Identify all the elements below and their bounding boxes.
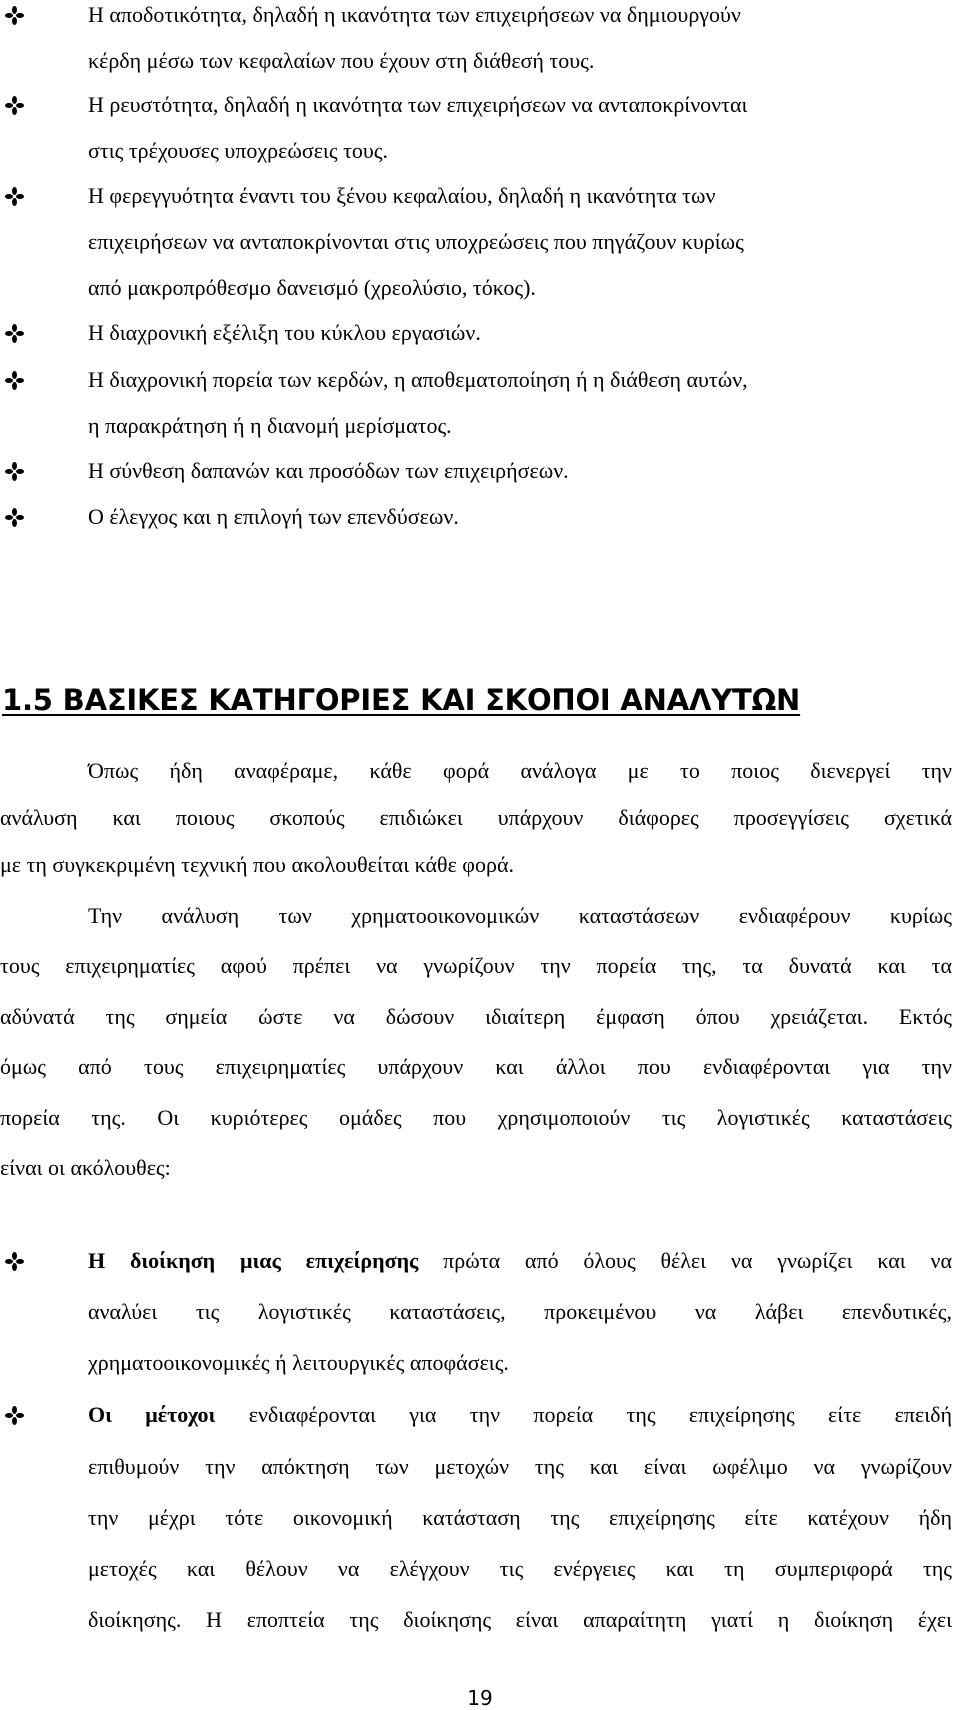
bold-term: Οι μέτοχοι (88, 1402, 216, 1427)
bullet-line: Η διαχρονική πορεία των κερδών, η αποθεματοποίηση ή η διάθεση αυτών, (88, 367, 748, 392)
diamond-bullet-icon (3, 82, 25, 128)
paragraph-line: Την ανάλυση των χρηματοοικονομικών καταστάσεων ενδιαφέρουν κυρίως (88, 903, 952, 928)
bullet-line: στις τρέχουσες υποχρεώσεις τους. (88, 138, 389, 163)
bullet-line: Η αποδοτικότητα, δηλαδή η ικανότητα των επιχειρήσεων να δημιουργούν (88, 2, 741, 27)
bullet-line (88, 1238, 952, 1284)
diamond-bullet-icon (3, 173, 25, 219)
bold-term: Η διοίκηση μιας επιχείρησης (88, 1248, 419, 1273)
diamond-bullet-icon (3, 0, 25, 38)
paragraph-line: με τη συγκεκριμένη τεχνική που ακολουθείται κάθε φορά. (0, 852, 515, 877)
page-number: 19 (467, 1686, 493, 1710)
bullet-line: μετοχές και θέλουν να ελέγχουν τις ενέργειες και τη συμπεριφορά της (88, 1556, 952, 1581)
section-heading: 1.5 ΒΑΣΙΚΕΣ ΚΑΤΗΓΟΡΙΕΣ ΚΑΙ ΣΚΟΠΟΙ ΑΝΑΛΥΤΩΝ (2, 683, 801, 717)
diamond-bullet-icon (3, 1392, 25, 1438)
paragraph-line: αδύνατά της σημεία ώστε να δώσουν ιδιαίτερη έμφαση όπου χρειάζεται. Εκτός (0, 1004, 952, 1029)
bullet-line: επιχειρήσεων να ανταποκρίνονται στις υποχρεώσεις που πηγάζουν κυρίως (88, 229, 744, 254)
paragraph-line: τους επιχειρηματίες αφού πρέπει να γνωρίζουν την πορεία της, τα δυνατά και τα (0, 953, 952, 978)
bullet-text: πρώτα από όλους θέλει να γνωρίζει και να (418, 1248, 952, 1273)
diamond-bullet-icon (3, 1238, 25, 1284)
diamond-bullet-icon (3, 448, 25, 494)
bullet-line: Η σύνθεση δαπανών και προσόδων των επιχειρήσεων. (88, 458, 569, 483)
bullet-line: χρηματοοικονομικές ή λειτουργικές αποφάσεις. (88, 1350, 509, 1375)
paragraph-line: όμως από τους επιχειρηματίες υπάρχουν και άλλοι που ενδιαφέρονται για την (0, 1054, 952, 1079)
paragraph-line: πορεία της. Οι κυριότερες ομάδες που χρησιμοποιούν τις λογιστικές καταστάσεις (0, 1105, 952, 1130)
bullet-line: Η διαχρονική εξέλιξη του κύκλου εργασιών. (88, 320, 481, 345)
bullet-line: την μέχρι τότε οικονομική κατάσταση της επιχείρησης είτε κατέχουν ήδη (88, 1505, 952, 1530)
paragraph-line: είναι οι ακόλουθες: (0, 1155, 171, 1180)
diamond-bullet-icon (3, 310, 25, 356)
bullet-line: αναλύει τις λογιστικές καταστάσεις, προκειμένου να λάβει επενδυτικές, (88, 1299, 952, 1324)
bullet-line: κέρδη μέσω των κεφαλαίων που έχουν στη διάθεσή τους. (88, 48, 595, 73)
bullet-line: διοίκησης. Η εποπτεία της διοίκησης είναι απαραίτητη γιατί η διοίκηση έχει (88, 1607, 952, 1632)
bullet-line: επιθυμούν την απόκτηση των μετοχών της και είναι ωφέλιμο να γνωρίζουν (88, 1454, 952, 1479)
bullet-line: από μακροπρόθεσμο δανεισμό (χρεολύσιο, τόκος). (88, 275, 536, 300)
bullet-line: η παρακράτηση ή η διανομή μερίσματος. (88, 413, 452, 438)
diamond-bullet-icon (3, 494, 25, 540)
bullet-line: Ο έλεγχος και η επιλογή των επενδύσεων. (88, 504, 459, 529)
paragraph-line: ανάλυση και ποιους σκοπούς επιδιώκει υπάρχουν διάφορες προσεγγίσεις σχετικά (0, 805, 952, 830)
bullet-line (88, 1392, 952, 1438)
bullet-text: ενδιαφέρονται για την πορεία της επιχείρησης είτε επειδή (215, 1402, 952, 1427)
bullet-line: Η ρευστότητα, δηλαδή η ικανότητα των επιχειρήσεων να ανταποκρίνονται (88, 92, 748, 117)
paragraph-line: Όπως ήδη αναφέραμε, κάθε φορά ανάλογα με το ποιος διενεργεί την (88, 758, 952, 783)
bullet-line: Η φερεγγυότητα έναντι του ξένου κεφαλαίου, δηλαδή η ικανότητα των (88, 183, 716, 208)
diamond-bullet-icon (3, 357, 25, 403)
